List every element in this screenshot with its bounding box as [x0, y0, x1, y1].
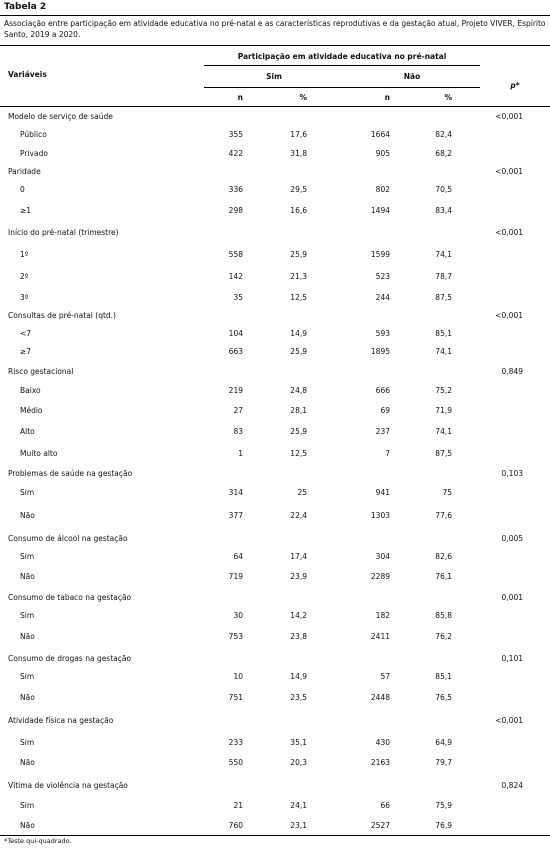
- n-nao-cell: 7: [385, 449, 390, 458]
- n-nao-cell: 2163: [370, 758, 390, 767]
- n-nao-cell: 1895: [370, 347, 390, 356]
- n-sim-cell: 751: [228, 693, 243, 702]
- pct-nao-cell: 79,7: [435, 758, 452, 767]
- p-value: 0,849: [501, 367, 523, 376]
- group-row: [0, 713, 550, 729]
- table-row: [0, 424, 550, 440]
- pct-sim-cell: 23,8: [290, 632, 307, 641]
- n-sim-cell: 104: [228, 329, 243, 338]
- group-row: [0, 531, 550, 547]
- pct-sim-cell: 14,9: [290, 672, 307, 681]
- pct-sim-cell: 16,6: [290, 206, 307, 215]
- n-nao-cell: 2411: [370, 632, 390, 641]
- n-sim-cell: 27: [233, 406, 243, 415]
- group-row: [0, 364, 550, 380]
- pct-nao-cell: 75,9: [435, 801, 452, 810]
- group-label: Consumo de tabaco na gestação: [8, 593, 132, 602]
- pct-sim-cell: 14,2: [290, 611, 307, 620]
- table-row: [0, 326, 550, 342]
- n-nao-cell: 802: [375, 185, 390, 194]
- category-label: ≥1: [20, 206, 32, 215]
- n-sim-cell: 719: [228, 572, 243, 581]
- group-row: [0, 651, 550, 667]
- group-label: Atividade física na gestação: [8, 716, 114, 725]
- n-nao-cell: 593: [375, 329, 390, 338]
- n-nao-cell: 1303: [370, 511, 390, 520]
- category-label: Baixo: [20, 386, 41, 395]
- pct-nao-cell: 64,9: [435, 738, 452, 747]
- n-sim-cell: 233: [228, 738, 243, 747]
- pct-nao-cell: 76,2: [435, 632, 452, 641]
- n-sim-cell: 314: [228, 488, 243, 497]
- n-nao-cell: 237: [375, 427, 390, 436]
- pct-sim-cell: 20,3: [290, 758, 307, 767]
- n-sim-cell: 336: [228, 185, 243, 194]
- category-label: Público: [20, 130, 47, 139]
- n-sim-cell: 10: [233, 672, 243, 681]
- sim-header: Sim: [266, 72, 282, 81]
- n-nao-cell: 905: [375, 149, 390, 158]
- table-row: [0, 798, 550, 814]
- p-value-header: p*: [510, 81, 520, 90]
- n-nao-cell: 941: [375, 488, 390, 497]
- category-label: <7: [20, 329, 32, 338]
- pct-nao-cell: 74,1: [435, 250, 452, 259]
- n-nao-cell: 1664: [370, 130, 390, 139]
- header-bottom-rule: [0, 106, 550, 107]
- group-header-rule: [204, 65, 480, 66]
- table-row: [0, 629, 550, 645]
- n-sim-cell: 298: [228, 206, 243, 215]
- category-label: Muito alto: [20, 449, 58, 458]
- category-label: Não: [20, 758, 35, 767]
- pct-nao-cell: 82,4: [435, 130, 452, 139]
- pct-nao-cell: 87,5: [435, 449, 452, 458]
- n-sim-cell: 663: [228, 347, 243, 356]
- p-value: <0,001: [495, 716, 523, 725]
- pct-sim-cell: 28,1: [290, 406, 307, 415]
- table-label: Tabela 2: [4, 2, 47, 12]
- p-value: 0,824: [501, 781, 523, 790]
- pct-nao-cell: 75,2: [435, 386, 452, 395]
- pct-nao-cell: 78,7: [435, 272, 452, 281]
- table-row: [0, 383, 550, 399]
- n-sim-cell: 30: [233, 611, 243, 620]
- n-sim-cell: 377: [228, 511, 243, 520]
- group-label: Risco gestacional: [8, 367, 74, 376]
- table-caption: Associação entre participação em atividade educativa no pré-natal e as características reprodutivas e da gestação atual, Projeto VIVER, Espírito Santo, 2019 a 2020.: [4, 19, 546, 39]
- pct-sim-cell: 25,9: [290, 250, 307, 259]
- pct-nao-cell: 76,9: [435, 821, 452, 830]
- pct-sim-cell: 17,4: [290, 552, 307, 561]
- table-row: [0, 569, 550, 585]
- n-sim-cell: 64: [233, 552, 243, 561]
- pct-sim-cell: 29,5: [290, 185, 307, 194]
- pct-sim-cell: 23,1: [290, 821, 307, 830]
- category-label: 2º: [20, 272, 29, 281]
- n-sim-cell: 550: [228, 758, 243, 767]
- header-top-rule: [0, 45, 550, 46]
- p-value: 0,005: [501, 534, 523, 543]
- category-label: 0: [20, 185, 25, 194]
- pct-nao-cell: 70,5: [435, 185, 452, 194]
- pct-nao-cell: 82,6: [435, 552, 452, 561]
- n-sim-cell: 21: [233, 801, 243, 810]
- table-row: [0, 608, 550, 624]
- pct-sim-cell: 25,9: [290, 427, 307, 436]
- category-label: Não: [20, 572, 35, 581]
- pct-header-nao: %: [444, 93, 452, 102]
- table-row: [0, 182, 550, 198]
- pct-sim-cell: 22,4: [290, 511, 307, 520]
- category-label: Sim: [20, 801, 35, 810]
- n-sim-cell: 219: [228, 386, 243, 395]
- group-row: [0, 590, 550, 606]
- title-divider: [0, 15, 550, 16]
- category-label: Sim: [20, 611, 35, 620]
- column-group-header: Participação em atividade educativa no pré-natal: [237, 52, 447, 61]
- p-value: <0,001: [495, 112, 523, 121]
- group-row: [0, 164, 550, 180]
- category-label: Não: [20, 511, 35, 520]
- n-sim-cell: 1: [238, 449, 243, 458]
- p-value: <0,001: [495, 167, 523, 176]
- pct-sim-cell: 25: [297, 488, 307, 497]
- n-nao-cell: 523: [375, 272, 390, 281]
- group-row: [0, 308, 550, 324]
- pct-nao-cell: 76,1: [435, 572, 452, 581]
- table-row: [0, 127, 550, 143]
- category-label: Alto: [20, 427, 35, 436]
- group-label: Consumo de álcool na gestação: [8, 534, 128, 543]
- n-sim-cell: 760: [228, 821, 243, 830]
- p-value: 0,101: [501, 654, 523, 663]
- n-sim-cell: 422: [228, 149, 243, 158]
- n-sim-cell: 83: [233, 427, 243, 436]
- n-sim-cell: 142: [228, 272, 243, 281]
- n-header-sim: n: [237, 93, 243, 102]
- table-row: [0, 344, 550, 360]
- pct-nao-cell: 85,1: [435, 672, 452, 681]
- group-label: Paridade: [8, 167, 41, 176]
- category-label: Não: [20, 821, 35, 830]
- table-row: [0, 669, 550, 685]
- table-row: [0, 549, 550, 565]
- n-nao-cell: 182: [375, 611, 390, 620]
- n-nao-cell: 69: [380, 406, 390, 415]
- pct-sim-cell: 21,3: [290, 272, 307, 281]
- category-label: Sim: [20, 552, 35, 561]
- group-row: [0, 225, 550, 241]
- n-sim-cell: 558: [228, 250, 243, 259]
- group-label: Problemas de saúde na gestação: [8, 469, 133, 478]
- table-row: [0, 203, 550, 219]
- table-row: [0, 247, 550, 263]
- group-label: Vítima de violência na gestação: [8, 781, 128, 790]
- pct-header-sim: %: [299, 93, 307, 102]
- category-label: Não: [20, 693, 35, 702]
- pct-sim-cell: 23,9: [290, 572, 307, 581]
- table-row: [0, 290, 550, 306]
- table-row: [0, 269, 550, 285]
- group-row: [0, 466, 550, 482]
- pct-nao-cell: 74,1: [435, 347, 452, 356]
- table-row: [0, 508, 550, 524]
- group-row: [0, 778, 550, 794]
- pct-nao-cell: 74,1: [435, 427, 452, 436]
- pct-sim-cell: 31,8: [290, 149, 307, 158]
- n-nao-cell: 666: [375, 386, 390, 395]
- pct-nao-cell: 76,5: [435, 693, 452, 702]
- n-nao-cell: 244: [375, 293, 390, 302]
- category-label: ≥7: [20, 347, 32, 356]
- n-nao-cell: 57: [380, 672, 390, 681]
- pct-nao-cell: 68,2: [435, 149, 452, 158]
- pct-sim-cell: 24,1: [290, 801, 307, 810]
- pct-sim-cell: 35,1: [290, 738, 307, 747]
- p-value: <0,001: [495, 228, 523, 237]
- pct-sim-cell: 12,5: [290, 293, 307, 302]
- category-label: Não: [20, 632, 35, 641]
- n-sim-cell: 355: [228, 130, 243, 139]
- table-row: [0, 403, 550, 419]
- pct-nao-cell: 83,4: [435, 206, 452, 215]
- n-nao-cell: 2289: [370, 572, 390, 581]
- p-value: 0,001: [501, 593, 523, 602]
- pct-nao-cell: 71,9: [435, 406, 452, 415]
- n-nao-cell: 66: [380, 801, 390, 810]
- pct-sim-cell: 17,6: [290, 130, 307, 139]
- p-value: <0,001: [495, 311, 523, 320]
- n-nao-cell: 430: [375, 738, 390, 747]
- table-row: [0, 690, 550, 706]
- variables-header: Variáveis: [8, 70, 47, 79]
- table-bottom-rule: [0, 835, 550, 836]
- category-label: Sim: [20, 488, 35, 497]
- category-label: Médio: [20, 406, 43, 415]
- subheader-rule: [204, 87, 480, 88]
- pct-nao-cell: 77,6: [435, 511, 452, 520]
- n-nao-cell: 1599: [370, 250, 390, 259]
- pct-nao-cell: 85,8: [435, 611, 452, 620]
- table-row: [0, 818, 550, 834]
- table-row: [0, 755, 550, 771]
- table-row: [0, 735, 550, 751]
- category-label: Sim: [20, 738, 35, 747]
- pct-sim-cell: 24,8: [290, 386, 307, 395]
- n-nao-cell: 1494: [370, 206, 390, 215]
- table-row: [0, 485, 550, 501]
- footnote: *Teste qui-quadrado.: [4, 837, 72, 845]
- pct-sim-cell: 14,9: [290, 329, 307, 338]
- pct-nao-cell: 87,5: [435, 293, 452, 302]
- pct-nao-cell: 75: [442, 488, 452, 497]
- p-value: 0,103: [501, 469, 523, 478]
- pct-sim-cell: 25,9: [290, 347, 307, 356]
- group-label: Modelo de serviço de saúde: [8, 112, 113, 121]
- n-nao-cell: 2448: [370, 693, 390, 702]
- table-row: [0, 146, 550, 162]
- n-sim-cell: 35: [233, 293, 243, 302]
- category-label: Sim: [20, 672, 35, 681]
- category-label: Privado: [20, 149, 48, 158]
- pct-nao-cell: 85,1: [435, 329, 452, 338]
- n-nao-cell: 2527: [370, 821, 390, 830]
- pct-sim-cell: 23,5: [290, 693, 307, 702]
- n-sim-cell: 753: [228, 632, 243, 641]
- group-row: [0, 109, 550, 125]
- group-label: Consumo de drogas na gestação: [8, 654, 132, 663]
- table-row: [0, 446, 550, 462]
- category-label: 3º: [20, 293, 29, 302]
- n-nao-cell: 304: [375, 552, 390, 561]
- group-label: Início do pré-natal (trimestre): [8, 228, 119, 237]
- group-label: Consultas de pré-natal (qtd.): [8, 311, 116, 320]
- pct-sim-cell: 12,5: [290, 449, 307, 458]
- n-header-nao: n: [384, 93, 390, 102]
- category-label: 1º: [20, 250, 29, 259]
- nao-header: Não: [403, 72, 421, 81]
